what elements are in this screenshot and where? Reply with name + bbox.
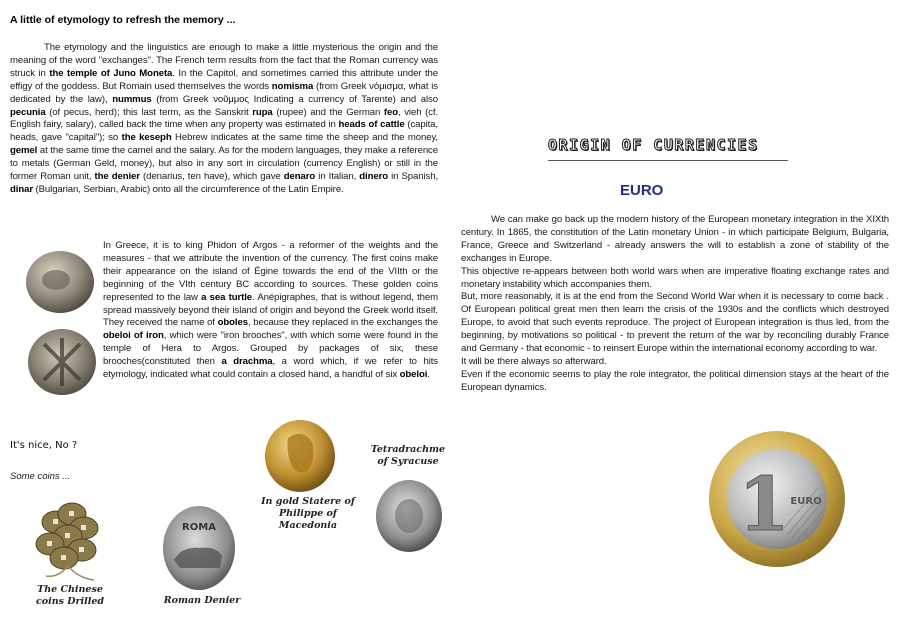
- greek-coins-image: [22, 244, 100, 404]
- euro-coin-image: [706, 428, 848, 570]
- caption-chinese-coins: The Chinese coins Drilled: [35, 584, 105, 607]
- euro-coin-unit: EURO: [790, 496, 822, 507]
- caption-roman-denier: Roman Denier: [163, 595, 241, 606]
- left-heading: A little of etymology to refresh the memory ...: [10, 14, 236, 26]
- euro-heading: EURO: [620, 182, 664, 199]
- its-nice-text: It's nice, No ?: [10, 440, 78, 451]
- etymology-paragraph: The etymology and the linguistics are enough to make a little mysterious the origin and the meaning of the word "exchanges". The French term results from the fact that the Roman currency was struck in the temple of Juno Moneta. In the Capitol, and sometimes carried this attribute under the effigy of the goddess. But Romain used themselves the words nomisma (from Greek νόμισμα, what is dedicated by the law), nummus (from Greek νοῦμμος Indicating a currency of Tarente) and also pecunia (of pecus, herd); this last term, as the Sanskrit rupa (rupee) and the German feo, vieh (cf. English fairy, salary), called back the time when any property was estimated in heads of cattle (capita, heads, gave "capital"); so the keseph Hebrew indicates at the same time the sheep and the money, gemel at the same time the camel and the salary. As for the modern languages, they make a reference to metals (German Geld, money), but also in any sort in circulation (currency English) or still in the former Roman unit, the denier (denarius, ten have), which gave denaro in Italian, dinero in Spanish, dinar (Bulgarian, Serbian, Arabic) onto all the circumference of the Latin Empire.: [10, 42, 439, 195]
- euro-paragraph: We can make go back up the modern history of the European monetary integration in the XIXth century. In 1865, the constitution of the Latin monetary Union - in which participate Belgium, Bulgaria, France, Greece and Switzerland - already answers the will to establish a zone of stability of the exchanges in Europe. This objective re-appears between both world wars when are imperative floating exchange rates and monetary instability which accompanies them. But, more reasonably, it is at the end from the Second World War when it is necessary to come back . Of European political great men then learn the crisis of the 1930s and the conflicts which destroyed Europe, to avoid that such events reproduce. The project of European integration is thus led, from the beginning, by motivations so political - to prevent the return of the war by reconciling durably France and Germany - that economic - to reinsert Europe within the international economy according to war. It will be there always so afterward. Even if the economic seems to play the role integrator, the political dimension stays at the heart of the European dynamics.: [461, 214, 889, 393]
- some-coins-text: Some coins ...: [10, 471, 71, 482]
- roman-denier-image: [160, 502, 238, 594]
- greece-paragraph: In Greece, it is to king Phidon of Argos - a reformer of the weights and the measures - that we attribute the invention of the currency. The first coins make their appearance on the island of Égine towards the end of the VIIth or the beginning of the VIth century BC according to sources. These golden coins represented to the law a sea turtle. Anépigraphes, that is without legend, them spread massively beyond their island of origin and beyond the Greek world itself. They received the name of oboles, because they replaced in the exchanges the obeloi of iron, which were "iron brooches", with which some were found in the temple of Hera to Argos. Grouped by packages of six, these brooches(constituted then a drachma, a word which, if we refer to hits etymology, indicated what could contain a closed hand, a handful of six obeloi.: [103, 240, 439, 381]
- title-divider: [548, 160, 788, 161]
- caption-tetradrachme: Tetradrachme of Syracuse: [370, 444, 446, 467]
- chinese-coins-image: [28, 492, 108, 586]
- euro-coin-value: 1: [738, 462, 790, 548]
- page-title: ORIGIN OF CURRENCIES: [548, 136, 759, 154]
- roman-coin-legend: ROMA: [182, 522, 216, 533]
- tetradrachme-image: [374, 478, 444, 554]
- caption-gold-statere: In gold Statere of Philippe of Macedonia: [261, 496, 355, 531]
- gold-statere-image: [262, 418, 338, 494]
